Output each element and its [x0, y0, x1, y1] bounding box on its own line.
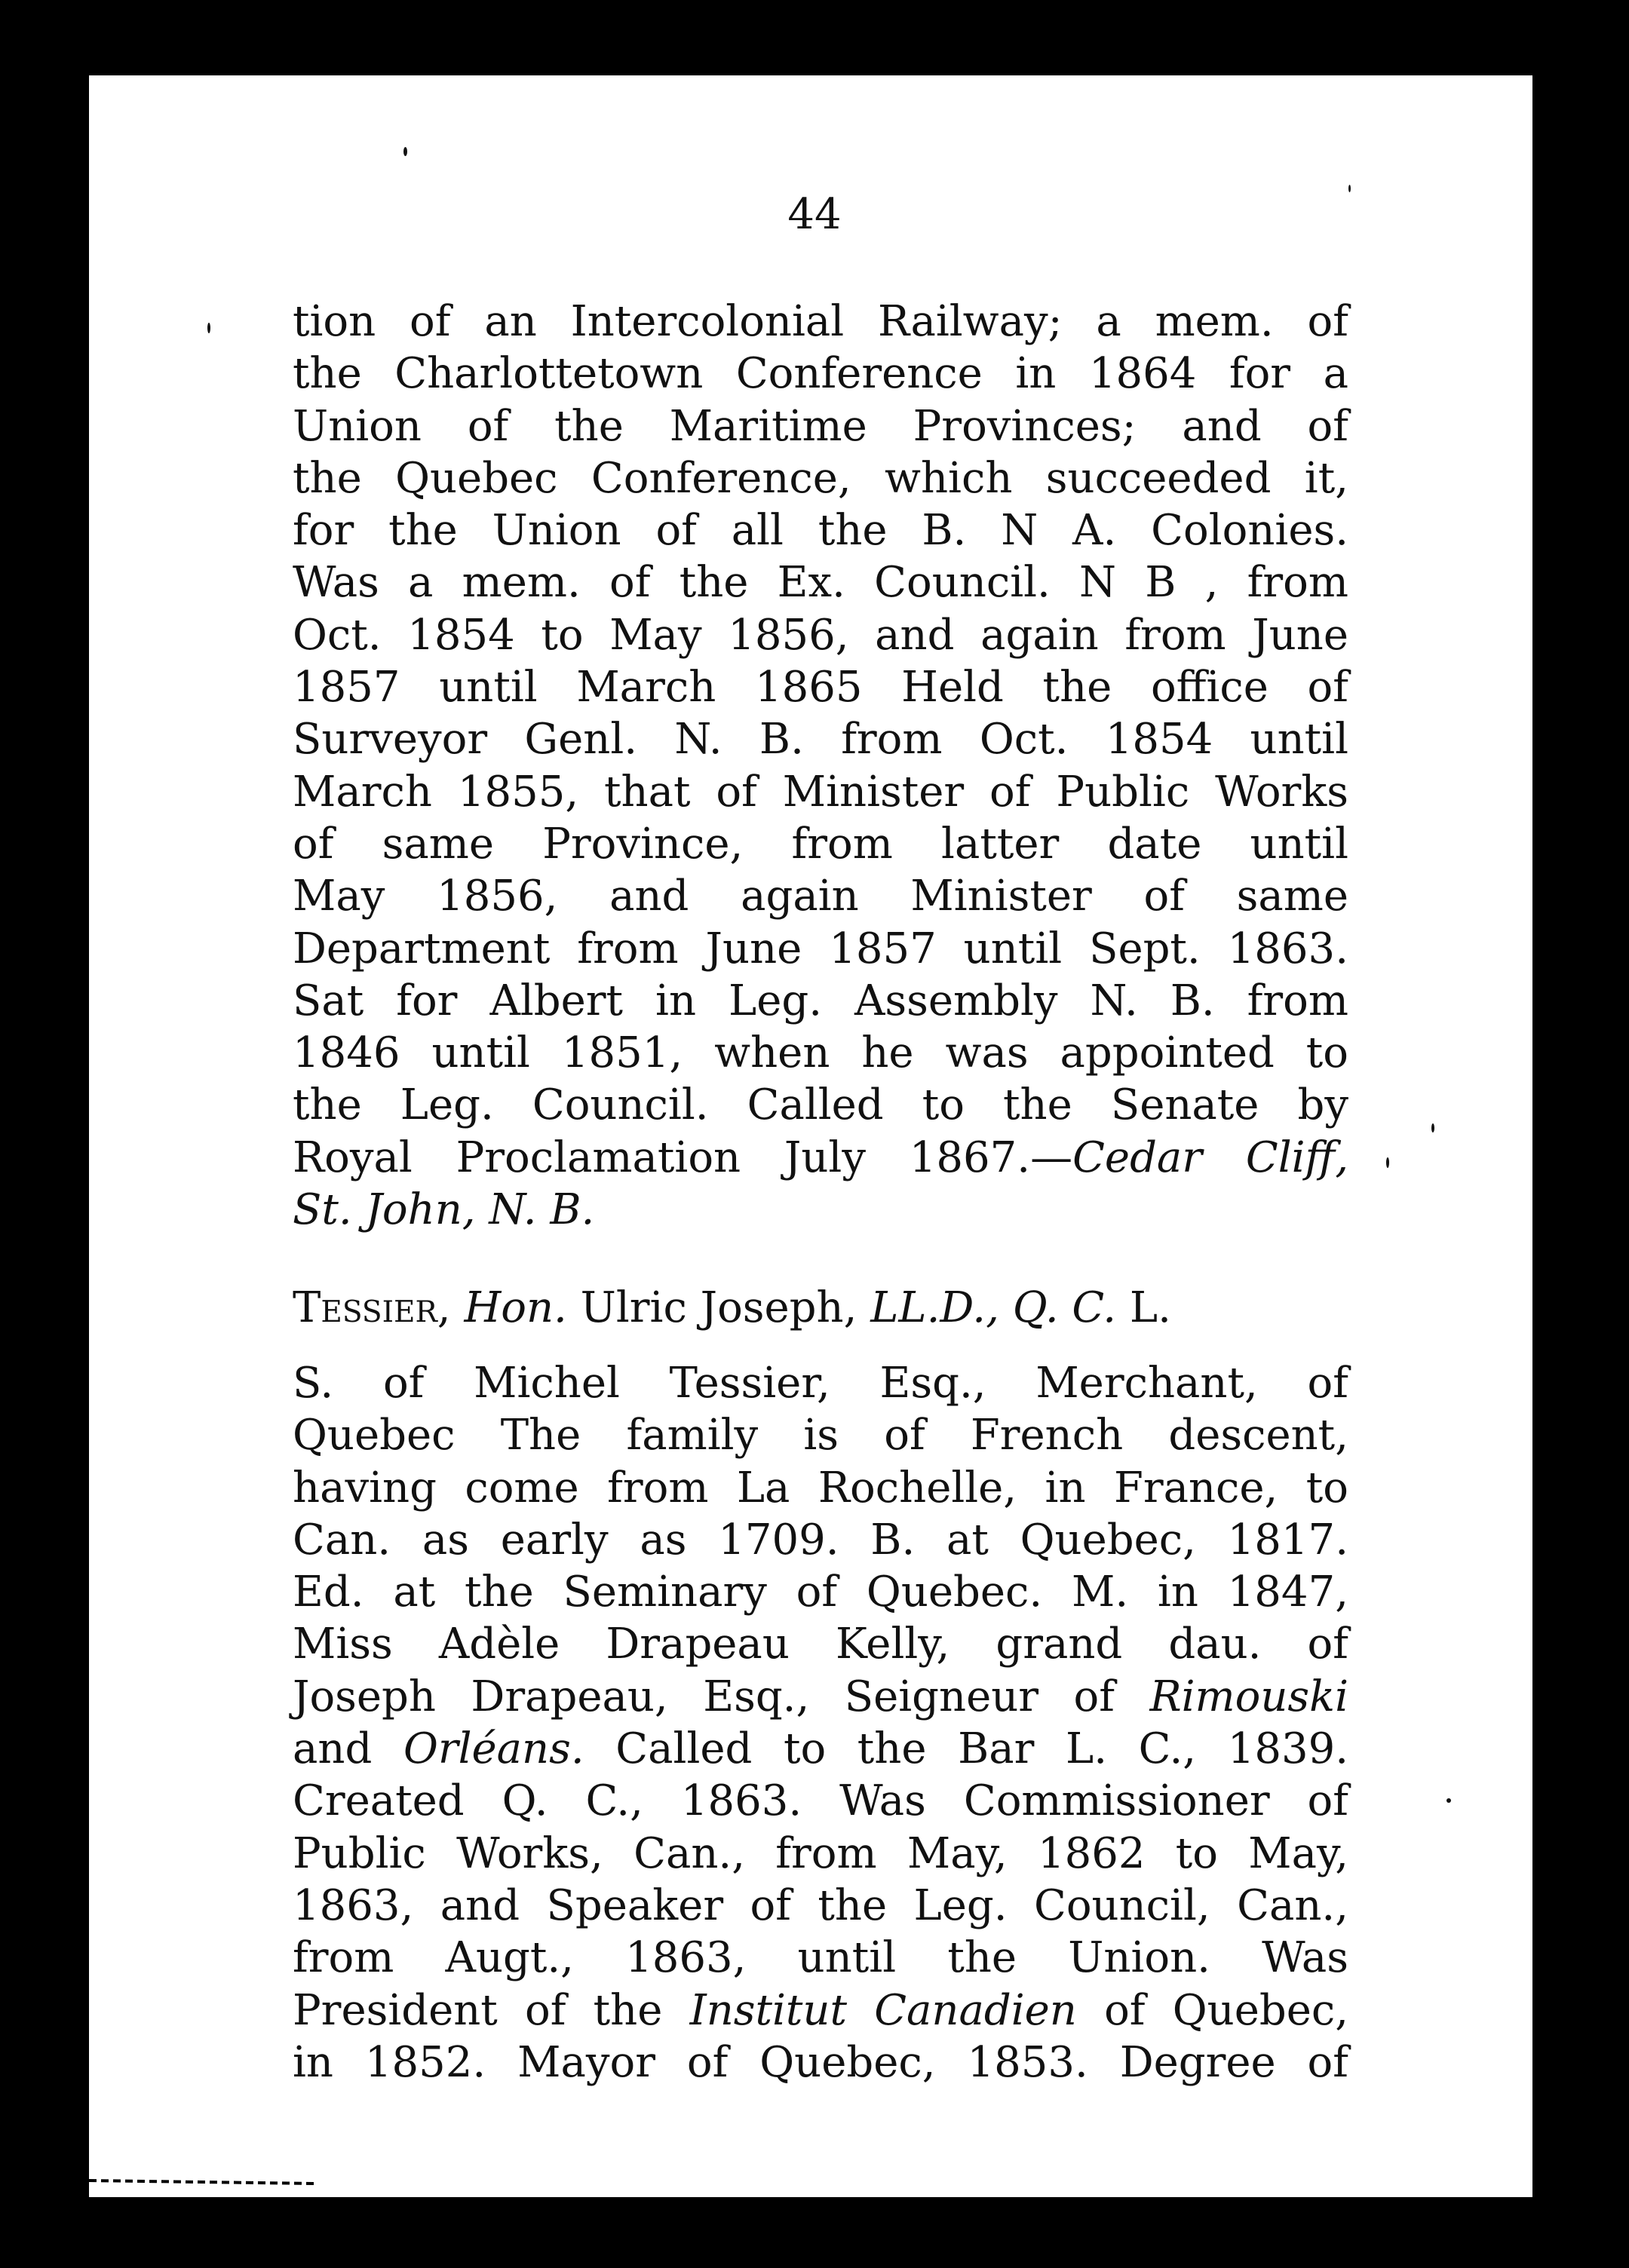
speck — [1386, 1157, 1389, 1168]
text-line: Was a mem. of the Ex. Council. N B , from — [293, 558, 1348, 608]
text-line: in 1852. Mayor of Quebec, 1853. Degree of — [293, 2037, 1348, 2087]
text-run: President of the — [293, 1985, 663, 2035]
text-run: Joseph Drapeau, Esq., Seigneur of — [293, 1672, 1115, 1721]
text-line: 1846 until 1851, when he was appointed to — [293, 1028, 1348, 1078]
text-line — [293, 1985, 1348, 2037]
text-line: Can. as early as 1709. B. at Quebec, 1817. — [293, 1515, 1348, 1565]
text-line: from Augt., 1863, until the Union. Was — [293, 1933, 1348, 1983]
text-line: Miss Adèle Drapeau Kelly, grand dau. of — [293, 1620, 1348, 1669]
text-run: Called to the Bar L. C., 1839. — [615, 1724, 1349, 1774]
place-name: Rimouski — [1149, 1672, 1348, 1721]
entry-honorific: Hon. — [464, 1283, 567, 1332]
text-line: May 1856, and again Minister of same — [293, 872, 1348, 921]
text-line: the Quebec Conference, which succeeded it, — [293, 453, 1348, 503]
speck — [1348, 185, 1351, 192]
text-line: for the Union of all the B. N A. Colonies. — [293, 506, 1348, 556]
residence-text: Cedar Cliff, — [1072, 1132, 1349, 1182]
page-number: 44 — [787, 190, 842, 239]
text-line: Surveyor Genl. N. B. from Oct. 1854 until — [293, 715, 1348, 765]
text-line — [293, 1723, 1348, 1775]
text-line: tion of an Intercolonial Railway; a mem. of — [293, 297, 1348, 346]
entry-paragraph — [293, 1357, 1348, 2089]
text-line: Created Q. C., 1863. Was Commissioner of — [293, 1776, 1348, 1826]
speck — [1431, 1123, 1434, 1132]
text-run: and — [293, 1724, 373, 1774]
entry-degree: LL.D., — [870, 1283, 999, 1332]
heading-line — [293, 1282, 1348, 1334]
text-run: of Quebec, — [1104, 1985, 1348, 2035]
continuation-paragraph — [293, 296, 1348, 1236]
text-line: Sat for Albert in Leg. Assembly N. B. from — [293, 976, 1348, 1025]
text-line: having come from La Rochelle, in France, to — [293, 1463, 1348, 1513]
entry-suffix: L. — [1129, 1283, 1171, 1332]
text-line — [293, 1184, 1348, 1236]
text-line: S. of Michel Tessier, Esq., Merchant, of — [293, 1359, 1348, 1408]
text-line: Oct. 1854 to May 1856, and again from June — [293, 610, 1348, 660]
entry-title: Q. C. — [1012, 1283, 1117, 1332]
text-line: Public Works, Can., from May, 1862 to May, — [293, 1828, 1348, 1878]
text-line: 1863, and Speaker of the Leg. Council, Can., — [293, 1880, 1348, 1930]
text-line: Union of the Maritime Provinces; and of — [293, 401, 1348, 451]
entry-surname: Tessier, — [293, 1283, 451, 1332]
text-line — [293, 1671, 1348, 1723]
text-line: the Leg. Council. Called to the Senate by — [293, 1080, 1348, 1130]
text-line: Department from June 1857 until Sept. 1863. — [293, 924, 1348, 973]
speck — [403, 147, 407, 156]
text-line: March 1855, that of Minister of Public Works — [293, 767, 1348, 817]
entry-given-name: Ulric Joseph, — [580, 1283, 857, 1332]
text-line: 1857 until March 1865 Held the office of — [293, 663, 1348, 713]
entry-heading — [293, 1282, 1348, 1334]
institution-name: Institut Canadien — [689, 1985, 1077, 2035]
binding-marks — [1531, 196, 1576, 2081]
left-edge-dots — [72, 166, 92, 2051]
text-line — [293, 1132, 1348, 1184]
text-line: Ed. at the Seminary of Quebec. M. in 1847, — [293, 1568, 1348, 1617]
text-run: Royal Proclamation July 1867.— — [293, 1132, 1073, 1182]
place-name: Orléans. — [403, 1724, 584, 1774]
speck — [1446, 1798, 1451, 1803]
residence-text: St. John, N. B. — [293, 1185, 595, 1235]
text-line: Quebec The family is of French descent, — [293, 1411, 1348, 1460]
bottom-edge-marks — [89, 2164, 1532, 2197]
text-line: of same Province, from latter date until — [293, 819, 1348, 869]
speck — [207, 323, 210, 333]
text-line: the Charlottetown Conference in 1864 for a — [293, 349, 1348, 399]
